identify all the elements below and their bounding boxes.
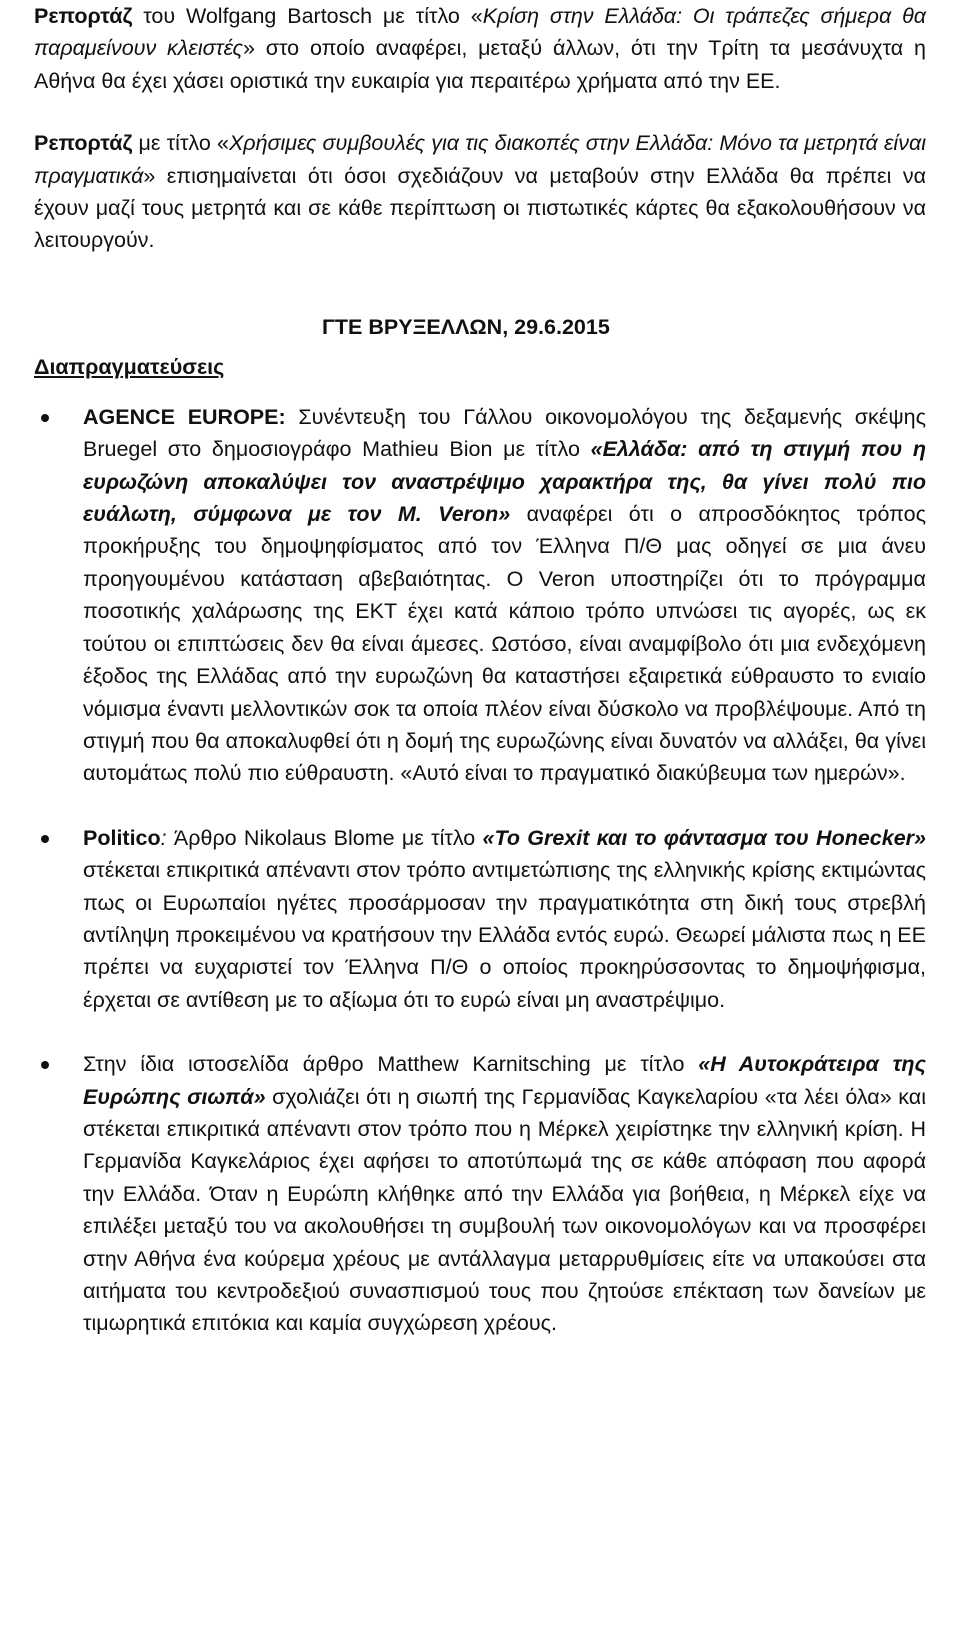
report-label: Ρεπορτάζ bbox=[34, 131, 133, 156]
source-colon: : bbox=[160, 825, 167, 850]
bullet-icon bbox=[41, 414, 49, 422]
dateline: ΓΤΕ ΒΡΥΞΕΛΛΩΝ, 29.6.2015 bbox=[322, 314, 610, 339]
report-text: με τίτλο « bbox=[132, 131, 229, 156]
list-item bbox=[34, 401, 926, 790]
report-label: Ρεπορτάζ bbox=[34, 4, 133, 28]
article-title: «Ελλάδα: από τη στιγμή που η ευρωζώνη αποκαλύψει τον αναστρέψιμο χαρακτήρα της, θα γίνει πολύ πιο ευάλωτη, σύμφωνα με τον M. Veron» bbox=[83, 437, 926, 527]
report-text: του Wolfgang Bartosch με τίτλο « bbox=[132, 4, 483, 28]
report-title: Χρήσιμες συμβουλές για τις διακοπές στην Ελλάδα: Μόνο τα μετρητά είναι πραγματικά bbox=[34, 131, 926, 188]
bullet-icon bbox=[41, 1061, 49, 1069]
report-text: » στο οποίο αναφέρει, μεταξύ άλλων, ότι την Τρίτη τα μεσάνυχτα η Αθήνα θα έχει χάσει οριστικά την ευκαιρία για περαιτέρω χρήματα από την ΕΕ. bbox=[34, 36, 926, 93]
press-review-list bbox=[34, 401, 926, 1340]
item-text: αναφέρει ότι ο απροσδόκητος τρόπος προκήρυξης του δημοψηφίσματος από τον Έλληνα Π/Θ μας οδηγεί σε μια άνευ προηγουμένου κατάσταση αβεβαιότητας. Ο Veron υποστηρίζει ότι το πρόγραμμα ποσοτικής χαλάρωσης της ΕΚΤ έχει κατά κάποιο τρόπο υπνώσει τις αγορές, ως εκ τούτου οι επιπτώσεις δεν θα είναι άμεσες. Ωστόσο, είναι αναμφίβολο ότι μια ενδεχόμενη έξοδος της Ελλάδας από την ευρωζώνη θα καταστήσει εξαιρετικά εύθραυστο το ενιαίο νόμισμα έναντι μελλοντικών σοκ τα οποία πλέον είναι δύσκολο να προβλέψουμε. Από τη στιγμή που θα αποκαλυφθεί ότι η δομή της ευρωζώνης είναι δυνατόν να αλλάξει, θα γίνει αυτομάτως πολύ πιο εύθραυστη. «Αυτό είναι το πραγματικό διακύβευμα των ημερών». bbox=[83, 502, 926, 786]
report-title: Κρίση στην Ελλάδα: Οι τράπεζες σήμερα θα παραμείνουν κλειστές bbox=[34, 4, 926, 61]
list-item bbox=[34, 1048, 926, 1340]
article-title: «Η Αυτοκράτειρα της Ευρώπης σιωπά» bbox=[83, 1052, 926, 1109]
source-name: Politico bbox=[83, 825, 161, 850]
item-text: σχολιάζει ότι η σιωπή της Γερμανίδας Καγκελαρίου «τα λέει όλα» και στέκεται επικριτικά απέναντι στον τρόπο που η Μέρκελ χειρίστηκε την ελληνική κρίση. Η Γερμανίδα Καγκελάριος έχει αφήσει το αποτύπωμά της σε κάθε απόφαση που αφορά την Ελλάδα. Όταν η Ευρώπη κλήθηκε από την Ελλάδα για βοήθεια, η Μέρκελ είχε να επιλέξει μεταξύ του να ακολουθήσει τη συμβουλή των οικονομολόγων και να προσφέρει στην Αθήνα ένα κούρεμα χρέους με αντάλλαγμα μεταρρυθμίσεις είτε να υπακούσει στα αιτήματα του κεντροδεξιού συνασπισμού τους που ζητούσε επέκταση των δανείων με τιμωρητικά επιτόκια και καμία συγχώρεση χρέους. bbox=[83, 1084, 926, 1336]
list-item bbox=[34, 822, 926, 1016]
section-heading bbox=[34, 311, 926, 401]
item-text: Στην ίδια ιστοσελίδα άρθρο Matthew Karnitsching με τίτλο bbox=[83, 1052, 699, 1077]
report-paragraph-2 bbox=[34, 127, 926, 257]
item-text: Συνέντευξη του Γάλλου οικονομολόγου της δεξαμενής σκέψης Bruegel στο δημοσιογράφο Mathieu Bion με τίτλο bbox=[83, 404, 927, 462]
article-title: «Το Grexit και το φάντασμα του Honecker» bbox=[482, 825, 926, 850]
item-text: Άρθρο Nikolaus Blome με τίτλο bbox=[166, 825, 483, 850]
section-title: Διαπραγματεύσεις bbox=[34, 354, 225, 379]
source-name: AGENCE EUROPE: bbox=[83, 404, 286, 429]
report-paragraph-1 bbox=[34, 0, 926, 97]
report-text: » επισημαίνεται ότι όσοι σχεδιάζουν να μεταβούν στην Ελλάδα θα πρέπει να έχουν μαζί τους μετρητά και σε κάθε περίπτωση οι πιστωτικές κάρτες θα εξακολουθήσουν να λειτουργούν. bbox=[34, 163, 926, 253]
item-text: στέκεται επικριτικά απέναντι στον τρόπο αντιμετώπισης της ελληνικής κρίσης εκτιμώντας πως οι Ευρωπαίοι ηγέτες προσάρμοσαν την πραγματικότητα στη δική τους στρεβλή αντίληψη προκειμένου να κρατήσουν την Ελλάδα εντός ευρώ. Θεωρεί μάλιστα πως η ΕΕ πρέπει να ευχαριστεί τον Έλληνα Π/Θ ο οποίος προκηρύσσοντας το δημοψήφισμα, έρχεται σε αντίθεση με το αξίωμα ότι το ευρώ είναι μη αναστρέψιμο. bbox=[83, 858, 926, 1012]
bullet-icon bbox=[41, 835, 49, 843]
